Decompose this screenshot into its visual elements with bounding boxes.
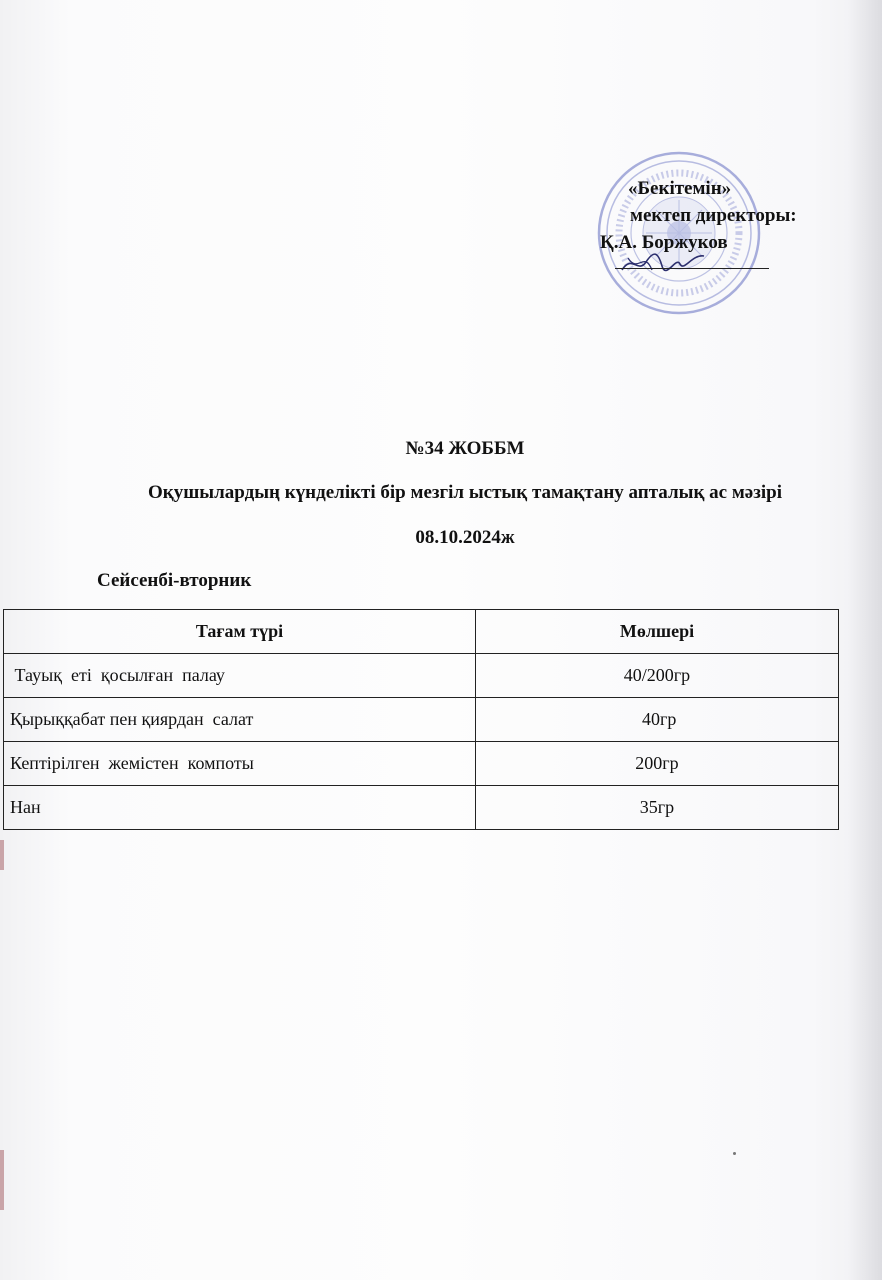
menu-date: 08.10.2024ж bbox=[415, 527, 515, 548]
dish-name: Кептірілген жемістен компоты bbox=[4, 742, 476, 786]
school-title: №34 ЖОББМ bbox=[405, 438, 525, 459]
table-header-row bbox=[4, 610, 839, 654]
approval-director-name: Қ.А. Боржуков bbox=[600, 232, 728, 253]
left-edge-mark bbox=[0, 840, 4, 870]
approval-heading: «Бекітемін» bbox=[628, 178, 732, 199]
dish-name: Қырыққабат пен қиярдан салат bbox=[4, 698, 476, 742]
menu-table bbox=[3, 609, 839, 830]
left-edge-mark bbox=[0, 1150, 4, 1210]
dish-amount: 35гр bbox=[476, 786, 839, 830]
column-header-dish: Тағам түрі bbox=[4, 610, 476, 654]
table-row bbox=[4, 698, 839, 742]
dish-name: Тауық еті қосылған палау bbox=[4, 654, 476, 698]
dish-name: Нан bbox=[4, 786, 476, 830]
signature-line bbox=[615, 268, 769, 269]
table-row bbox=[4, 654, 839, 698]
dish-amount: 40гр bbox=[476, 698, 839, 742]
column-header-amount: Мөлшері bbox=[476, 610, 839, 654]
table-row bbox=[4, 786, 839, 830]
approval-position: мектеп директоры: bbox=[630, 205, 797, 226]
page-edge-shadow bbox=[848, 0, 882, 1280]
dish-amount: 40/200гр bbox=[476, 654, 839, 698]
day-of-week: Сейсенбі-вторник bbox=[97, 570, 252, 591]
menu-subtitle: Оқушылардың күнделікті бір мезгіл ыстық тамақтану апталық ас мәзірі bbox=[148, 482, 782, 503]
table-row bbox=[4, 742, 839, 786]
dish-amount: 200гр bbox=[476, 742, 839, 786]
paper-speck bbox=[733, 1152, 736, 1155]
signature-icon bbox=[618, 244, 708, 278]
